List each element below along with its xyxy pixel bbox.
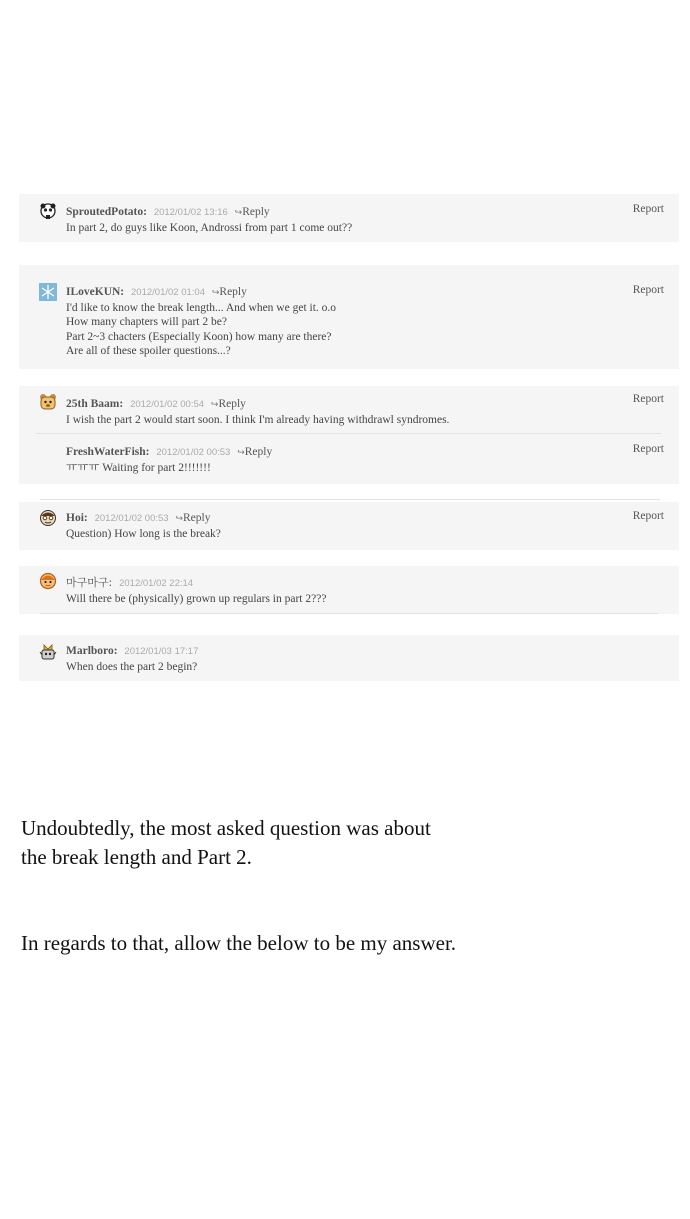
prose-paragraph-2 bbox=[21, 929, 641, 958]
comment-author[interactable]: 25th Baam: bbox=[66, 398, 124, 410]
prose-line: Undoubtedly, the most asked question was about bbox=[21, 816, 431, 840]
comment-content bbox=[66, 644, 626, 674]
comment-content bbox=[66, 576, 626, 606]
comment-date: 2012/01/02 01:04 bbox=[131, 287, 205, 298]
comment-text: How many chapters will part 2 be? bbox=[66, 316, 227, 328]
comment-content bbox=[66, 397, 626, 427]
blue-snowflake-avatar-icon bbox=[39, 283, 57, 301]
report-link[interactable]: Report bbox=[632, 393, 664, 405]
prose-line: the break length and Part 2. bbox=[21, 845, 252, 869]
reply-arrow-icon: ↪ bbox=[210, 399, 219, 409]
comment-date: 2012/01/02 00:54 bbox=[130, 399, 205, 410]
comment-date: 2012/01/02 00:53 bbox=[156, 447, 231, 458]
comment-text: Part 2~3 chacters (Especially Koon) how many are there? bbox=[66, 330, 332, 343]
comment-author[interactable]: SproutedPotato: bbox=[66, 206, 147, 218]
comment-date: 2012/01/02 22:14 bbox=[119, 578, 194, 589]
comment-block-1 bbox=[19, 194, 679, 242]
comment-block-7 bbox=[19, 635, 679, 681]
reply-link[interactable]: ↪Reply bbox=[234, 206, 270, 218]
face-avatar-icon bbox=[39, 509, 57, 527]
comment-author[interactable]: Marlboro: bbox=[66, 645, 118, 657]
comment-text: I wish the part 2 would start soon. I think I'm already having withdrawl syndromes. bbox=[66, 413, 450, 426]
block-divider bbox=[40, 613, 658, 614]
comment-text: I'd like to know the break length... And when we get it. o.o bbox=[66, 301, 337, 314]
comment-text: In part 2, do guys like Koon, Androssi from part 1 come out?? bbox=[66, 221, 353, 234]
orange-face-avatar-icon bbox=[39, 572, 57, 590]
prose-line: In regards to that, allow the below to be my answer. bbox=[21, 931, 457, 955]
reply-arrow-icon: ↪ bbox=[175, 513, 183, 523]
comment-date: 2012/01/03 17:17 bbox=[124, 646, 199, 657]
reply-content bbox=[66, 445, 626, 475]
comment-text: Question) How long is the break? bbox=[66, 527, 221, 540]
comment-content bbox=[66, 205, 626, 235]
comment-content bbox=[66, 511, 626, 541]
comment-text: Will there be (physically) grown up regulars in part 2??? bbox=[66, 592, 327, 605]
report-link[interactable]: Report bbox=[632, 443, 664, 455]
reply-arrow-icon: ↪ bbox=[237, 447, 245, 457]
comment-text: Are all of these spoiler questions...? bbox=[66, 345, 231, 357]
reply-link[interactable]: ↪Reply bbox=[175, 512, 211, 524]
report-link[interactable]: Report bbox=[632, 284, 664, 296]
comment-text: ㅠㅠㅠ Waiting for part 2!!!!!!! bbox=[66, 461, 211, 474]
report-link[interactable]: Report bbox=[632, 203, 664, 215]
comment-block-2 bbox=[19, 265, 679, 369]
reply-arrow-icon: ↪ bbox=[211, 287, 220, 297]
reply-link[interactable]: ↪Reply bbox=[237, 446, 273, 458]
comment-author[interactable]: Hoi: bbox=[66, 512, 88, 524]
block-divider bbox=[40, 499, 660, 500]
comment-block-6 bbox=[19, 566, 679, 614]
comment-block-5 bbox=[19, 502, 679, 550]
character-avatar-icon bbox=[39, 643, 57, 661]
reply-link[interactable]: ↪Reply bbox=[210, 398, 246, 410]
comment-block-3 bbox=[19, 386, 679, 484]
report-link[interactable]: Report bbox=[632, 510, 664, 522]
comment-author[interactable]: FreshWaterFish: bbox=[66, 446, 150, 458]
reply-arrow-icon: ↪ bbox=[234, 207, 243, 217]
comment-date: 2012/01/02 13:16 bbox=[153, 207, 228, 218]
comment-date: 2012/01/02 00:53 bbox=[94, 513, 169, 524]
bear-avatar-icon bbox=[39, 393, 57, 411]
prose-paragraph-1 bbox=[21, 814, 641, 872]
comment-content bbox=[66, 285, 626, 359]
comment-text: When does the part 2 begin? bbox=[66, 660, 198, 673]
reply-divider bbox=[36, 433, 661, 434]
reply-link[interactable]: ↪Reply bbox=[211, 286, 247, 298]
comment-author[interactable]: 마구마구: bbox=[66, 576, 113, 589]
panda-avatar-icon bbox=[39, 202, 57, 220]
comment-author[interactable]: ILoveKUN: bbox=[66, 286, 125, 298]
